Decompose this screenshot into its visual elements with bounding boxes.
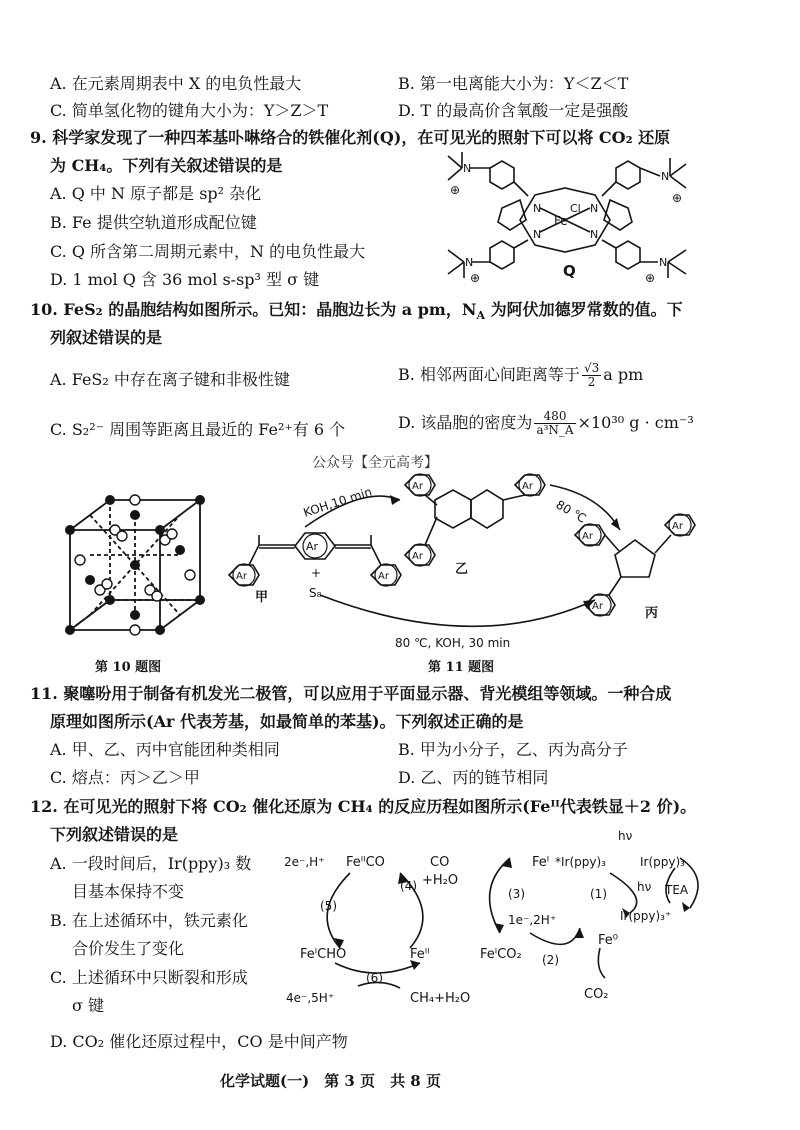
label-1e-2h: 1e⁻,2H⁺	[508, 913, 557, 927]
step-6: (6)	[366, 971, 383, 985]
q11-stem-line1: 11. 聚噻吩用于制备有机发光二极管，可以应用于平面显示器、背光模组等领域。一种合成	[30, 684, 672, 703]
step-3: (3)	[508, 887, 525, 901]
q8-option-d: D. T 的最高价含氧酸一定是强酸	[398, 101, 629, 120]
label-co: CO	[430, 855, 450, 870]
q11-option-c: C. 熔点：丙＞乙＞甲	[50, 768, 200, 787]
label-hv-side: hν	[637, 880, 652, 894]
step-4: (4)	[400, 879, 417, 893]
label-plus-h2o: +H₂O	[422, 873, 459, 888]
q9-option-b: B. Fe 提供空轨道形成配位键	[50, 213, 257, 232]
q12-option-b-line1: B. 在上述循环中，铁元素化	[50, 911, 248, 930]
plus-charge-3: ⊕	[470, 271, 481, 285]
bing-ar-right: Ar	[672, 521, 683, 532]
jia-ar-left: Ar	[236, 571, 247, 582]
label-2e-h: 2e⁻,H⁺	[284, 855, 325, 869]
q9-stem-line2: 为 CH₄。下列有关叙述错误的是	[50, 156, 283, 175]
species-fe1co2: FeᴵCO₂	[480, 947, 522, 962]
plus-charge-2: ⊕	[672, 191, 683, 205]
plus-charge-4: ⊕	[645, 271, 656, 285]
q12-option-b-line2: 合价发生了变化	[72, 939, 185, 958]
q10-option-d: D. 该晶胞的密度为 $\frac{480}{\text{a³N\_A}}$ ×10³⁰ g · cm⁻³	[398, 409, 694, 437]
q8-option-b: B. 第一电离能大小为：Y＜Z＜T	[398, 74, 629, 93]
species-ir-excited: *Ir(ppy)₃	[555, 855, 606, 869]
q11-figure-caption: 第 11 题图	[428, 660, 495, 675]
n-atom-label-3: N	[533, 228, 542, 241]
jia-ar-right: Ar	[378, 571, 389, 582]
n-atom-label-4: N	[590, 228, 599, 241]
yi-ar-top: Ar	[412, 481, 423, 492]
species-fe1cho: FeᴵCHO	[300, 947, 347, 962]
condition-80c-koh-30min: 80 ℃, KOH, 30 min	[395, 636, 511, 650]
fe-atom-label: Fe	[554, 214, 568, 228]
condition-koh-10min: KOH,10 min	[301, 484, 374, 520]
q9-figure-label: Q	[563, 262, 576, 280]
species-fe0: Fe⁰	[598, 933, 618, 948]
species-fe2: Feᴵᴵ	[410, 947, 430, 962]
q11-reaction-scheme	[225, 455, 770, 655]
q9-stem-line1: 9. 科学家发现了一种四苯基卟啉络合的铁催化剂(Q)，在可见光的照射下可以将 CO₂ 还原	[30, 128, 671, 147]
condition-80c: 80 ℃	[553, 497, 589, 526]
q8-option-a: A. 在元素周期表中 X 的电负性最大	[50, 74, 302, 93]
q12-stem-line1: 12. 在可见光的照射下将 CO₂ 催化还原为 CH₄ 的反应历程如图所示(Feᴵᴵ代表铁显＋2 价)。	[30, 797, 697, 816]
q10-option-c: C. S₂²⁻ 周围等距离且最近的 Fe²⁺有 6 个	[50, 420, 346, 439]
n-atom-label-2: N	[590, 202, 599, 215]
fes2-unit-cell-figure	[50, 490, 220, 650]
step-1: (1)	[590, 887, 607, 901]
q9-option-c: C. Q 所含第二周期元素中，N 的电负性最大	[50, 242, 366, 261]
q12-option-c-line2: σ 键	[72, 996, 105, 1015]
q11-stem-line2: 原理如图所示(Ar 代表芳基，如最简单的苯基)。下列叙述正确的是	[50, 712, 524, 731]
q12-option-a-line1: A. 一段时间后，Ir(ppy)₃ 数	[50, 854, 252, 873]
q10-figure-caption: 第 10 题图	[95, 660, 162, 675]
plus-charge-1: ⊕	[450, 183, 461, 197]
q11-option-a: A. 甲、乙、丙中官能团种类相同	[50, 740, 280, 759]
q10-option-a: A. FeS₂ 中存在离子键和非极性键	[50, 370, 290, 389]
watermark-text: 公众号【全元高考】	[312, 455, 438, 471]
q10-stem-line1: 10. FeS₂ 的晶胞结构如图所示。已知：晶胞边长为 a pm，$N_A$ 为阿伏加德罗常数的值。下	[30, 300, 683, 323]
q8-option-c: C. 简单氢化物的键角大小为：Y＞Z＞T	[50, 101, 329, 120]
bing-ar-bottom: Ar	[592, 601, 603, 612]
q12-option-c-line1: C. 上述循环中只断裂和形成	[50, 968, 248, 987]
q12-stem-line2: 下列叙述错误的是	[50, 825, 179, 844]
n-atom-label-1: N	[533, 202, 542, 215]
q10-stem-line2: 列叙述错误的是	[50, 328, 163, 347]
species-ir-oxidized: Ir(ppy)₃⁺	[620, 909, 672, 923]
label-bing: 丙	[645, 606, 659, 621]
label-yi: 乙	[455, 562, 469, 577]
q9-option-a: A. Q 中 N 原子都是 sp² 杂化	[50, 184, 262, 203]
label-4e-5h: 4e⁻,5H⁺	[286, 991, 335, 1005]
q12-option-a-line2: 目基本保持不变	[72, 882, 185, 901]
bing-ar-left: Ar	[582, 531, 593, 542]
q11-option-b: B. 甲为小分子，乙、丙为高分子	[398, 740, 628, 759]
reactant-co2: CO₂	[584, 987, 609, 1002]
page-footer: 化学试题(一) 第 3 页 共 8 页	[220, 1072, 441, 1090]
nme3-n-4: N	[659, 256, 668, 269]
q9-porphyrin-figure	[440, 150, 710, 290]
step-5: (5)	[320, 899, 337, 913]
species-ir-ground: Ir(ppy)₃	[640, 855, 685, 869]
cl-atom-label: Cl	[570, 202, 581, 215]
nme3-n-3: N	[465, 256, 474, 269]
nme3-n-1: N	[463, 162, 472, 175]
q10-option-b: B. 相邻两面心间距离等于 $\frac{√3}{2}$ a pm	[398, 361, 644, 389]
q11-option-d: D. 乙、丙的链节相同	[398, 768, 549, 787]
jia-ar-center: Ar	[306, 540, 319, 553]
q12-catalytic-cycle	[280, 818, 750, 1018]
label-hv-top: hν	[618, 829, 633, 843]
species-fe1: Feᴵ	[532, 855, 550, 870]
species-fe2co: FeᴵᴵCO	[346, 855, 385, 870]
yi-ar-bottom: Ar	[412, 551, 423, 562]
product-ch4-h2o: CH₄+H₂O	[410, 991, 471, 1006]
nme3-n-2: N	[661, 170, 670, 183]
yi-ar-right: Ar	[522, 481, 533, 492]
s8-reagent: S₈	[309, 586, 322, 600]
label-tea: TEA	[665, 883, 689, 897]
q12-option-d: D. CO₂ 催化还原过程中，CO 是中间产物	[50, 1032, 348, 1051]
plus-sign: +	[311, 566, 322, 580]
label-jia: 甲	[255, 590, 269, 605]
step-2: (2)	[542, 953, 559, 967]
q9-option-d: D. 1 mol Q 含 36 mol s-sp³ 型 σ 键	[50, 270, 320, 289]
